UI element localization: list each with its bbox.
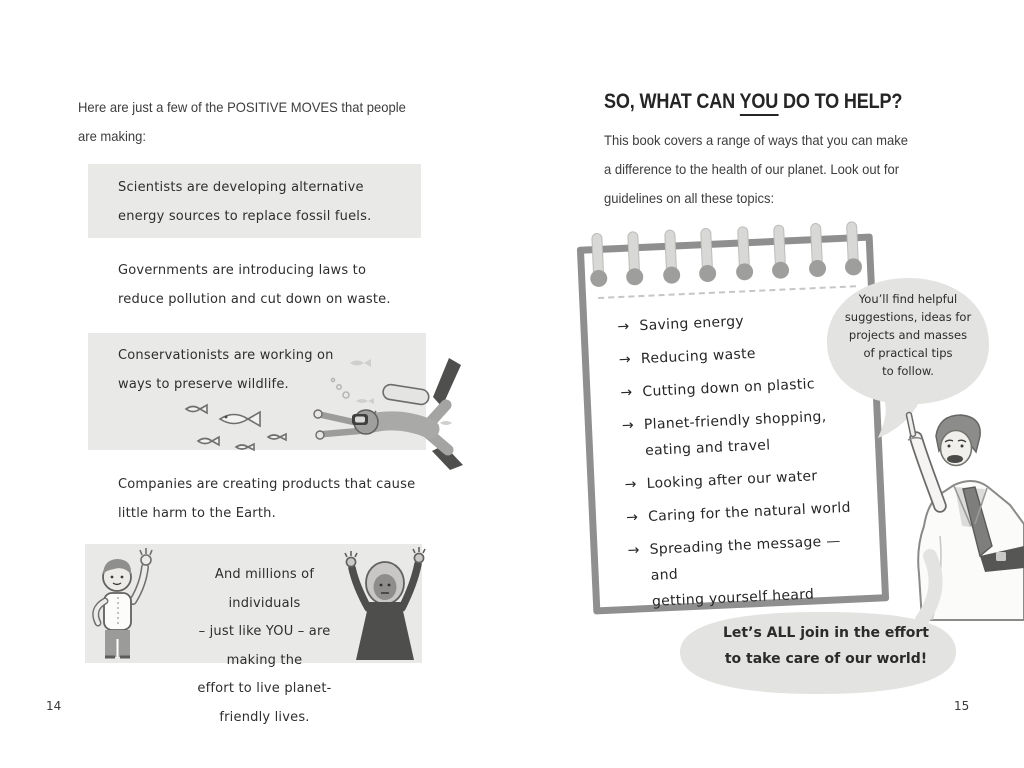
spiral-ring-icon [700,228,713,276]
box-scientists-text: Scientists are developing alternative energy sources to replace fossil fuels. [118,180,372,224]
box-conservationists-text: Conservationists are working on ways to preserve wildlife. [118,348,334,392]
page-number-right: 15 [954,699,970,713]
spiral-ring-icon [810,223,823,271]
arrow-bullet-icon: → [625,509,639,526]
spiral-ring-icon [664,229,677,277]
list-item-text: Planet-friendly shopping, eating and travel [643,408,827,460]
arrow-bullet-icon: → [620,384,633,402]
heading-pre: SO, WHAT CAN [604,90,740,113]
highlight-box-conservationists [88,333,426,450]
spiral-ring-icon [737,226,750,274]
list-item-text: Caring for the natural world [647,499,852,525]
heading-post: DO TO HELP? [778,90,903,113]
paragraph-governments: Governments are introducing laws to reduce pollution and cut down on waste. [118,263,391,307]
paragraph-companies: Companies are creating products that cause little harm to the Earth. [118,477,416,521]
list-item-text: Cutting down on plastic [642,376,816,401]
arrow-bullet-icon: → [621,417,635,435]
highlight-box-individuals [85,544,422,725]
spiral-ring-icon [591,233,604,281]
arrow-bullet-icon: → [624,476,638,493]
celebrating-woman-illustration [342,546,426,662]
heading-underlined-you: YOU [740,90,779,116]
arrow-bullet-icon: → [627,542,641,559]
list-item [624,461,865,498]
list-item-text: Spreading the message — and getting yourself heard [649,533,841,610]
celebrating-woman-icon [342,546,426,662]
celebrating-boy-icon [81,547,163,663]
page-number-left: 14 [46,699,62,713]
list-item-text: Looking after our water [646,468,818,492]
list-item [626,494,867,531]
spiral-ring-icon [773,224,786,272]
box-individuals-text: And millions of individuals – just like YOU – are making the effort to live planet-friendly lives. [197,567,332,725]
arrow-bullet-icon: → [617,318,630,336]
speech-bubble-top-text: You’ll find helpful suggestions, ideas for projects and masses of practical tips to follow. [844,292,972,378]
list-item-text: Reducing waste [640,345,757,368]
spiral-ring-icon [628,231,641,279]
celebrating-boy-illustration [81,547,163,663]
spiral-ring-icon [846,221,859,269]
page-title [604,90,902,114]
list-item-text: Saving energy [639,313,745,335]
speech-bubble-bottom-text: Let’s ALL join in the effort to take care of our world! [723,625,929,667]
intro-paragraph: Here are just a few of the POSITIVE MOVES that people are making: [78,99,406,144]
body-paragraph: This book covers a range of ways that you can make a difference to the health of our planet. Look out for guidelines on all these topics: [604,132,908,206]
highlight-box-scientists [88,164,421,238]
arrow-bullet-icon: → [618,351,632,369]
